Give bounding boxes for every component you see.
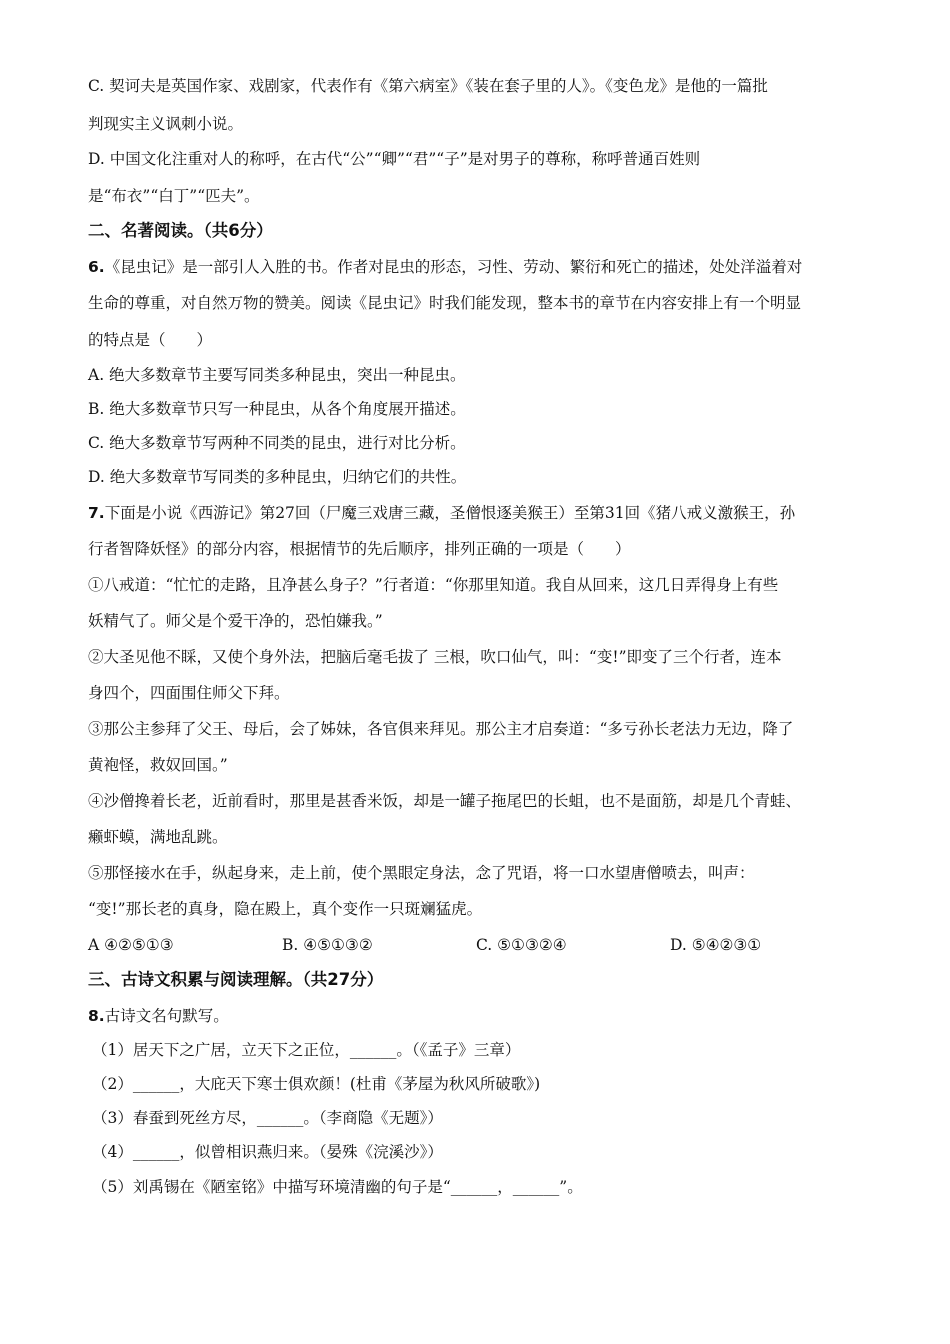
q7-passage1-line1: ①八戒道：“忙忙的走路，且净甚么身子？”行者道：“你那里知道。我自从回来，这几日弄得身上有些 bbox=[88, 576, 779, 594]
q6-stem-line3: 的特点是（ ） bbox=[88, 331, 213, 349]
q7-number: 7. bbox=[88, 504, 105, 522]
q6-stem-text: 《昆虫记》是一部引人入胜的书。作者对昆虫的形态，习性、劳动、繁衍和死亡的描述，处处洋溢着对 bbox=[104, 258, 803, 276]
q8-item-3: （3）春蚕到死丝方尽，______。（李商隐《无题》） bbox=[92, 1109, 443, 1127]
q7-passage2-line1: ②大圣见他不睬，又使个身外法，把脑后毫毛拔了 三根，吹口仙气，叫：“变!”即变了三个行者，连本 bbox=[88, 648, 782, 666]
q6-number: 6. bbox=[88, 258, 105, 276]
q7-stem-line2: 行者智降妖怪》的部分内容，根据情节的先后顺序，排列正确的一项是（ ） bbox=[88, 540, 631, 558]
q8-title-line bbox=[88, 1005, 229, 1027]
q6-option-b: B. 绝大多数章节只写一种昆虫，从各个角度展开描述。 bbox=[88, 400, 466, 418]
q8-item-2: （2）______，大庇天下寒士俱欢颜！(杜甫《茅屋为秋风所破歌》) bbox=[92, 1075, 541, 1093]
q8-title: 古诗文名句默写。 bbox=[104, 1007, 229, 1025]
q8-item-4: （4）______，似曾相识燕归来。（晏殊《浣溪沙》） bbox=[92, 1143, 443, 1161]
q7-passage3-line2: 黄袍怪，救奴回国。” bbox=[88, 756, 228, 774]
q7-passage5-line1: ⑤那怪接水在手，纵起身来，走上前，使个黑眼定身法，念了咒语，将一口水望唐僧喷去，叫声： bbox=[88, 864, 755, 882]
q7-stem-line1 bbox=[88, 502, 795, 524]
q8-item-1: （1）居天下之广居，立天下之正位，______。（《孟子》三章） bbox=[92, 1041, 521, 1059]
q6-option-a: A. 绝大多数章节主要写同类多种昆虫，突出一种昆虫。 bbox=[88, 366, 466, 384]
q6-stem-line2: 生命的尊重，对自然万物的赞美。阅读《昆虫记》时我们能发现，整本书的章节在内容安排上有一个明显 bbox=[88, 294, 802, 312]
q7-passage4-line2: 癞虾蟆，满地乱跳。 bbox=[88, 828, 228, 846]
q7-passage3-line1: ③那公主参拜了父王、母后，会了姊妹，各官俱来拜见。那公主才启奏道：“多亏孙长老法力无边，降了 bbox=[88, 720, 794, 738]
q8-number: 8. bbox=[88, 1007, 105, 1025]
q7-passage1-line2: 妖精气了。师父是个爱干净的，恐怕嫌我。” bbox=[88, 612, 383, 630]
q7-passage2-line2: 身四个，四面围住师父下拜。 bbox=[88, 684, 290, 702]
q7-option-d: D. ⑤④②③① bbox=[670, 936, 762, 954]
section-2-heading: 二、名著阅读。（共6分） bbox=[88, 221, 273, 240]
q6-option-c: C. 绝大多数章节写两种不同类的昆虫，进行对比分析。 bbox=[88, 434, 466, 452]
section-3-heading: 三、古诗文积累与阅读理解。（共27分） bbox=[88, 970, 384, 989]
q7-passage4-line1: ④沙僧搀着长老，近前看时，那里是甚香米饭，却是一罐子拖尾巴的长蛆，也不是面筋，却是几个青蛙、 bbox=[88, 792, 802, 810]
q5-option-d-line1: D. 中国文化注重对人的称呼，在古代“公”“卿”“君”“子”是对男子的尊称，称呼普通百姓则 bbox=[88, 150, 701, 168]
q5-option-c-line1: C. 契诃夫是英国作家、戏剧家，代表作有《第六病室》《装在套子里的人》。《变色龙》是他的一篇批 bbox=[88, 77, 768, 95]
q7-passage5-line2: “变!”那长老的真身，隐在殿上，真个变作一只斑斓猛虎。 bbox=[88, 900, 483, 918]
q5-option-c-line2: 判现实主义讽刺小说。 bbox=[88, 115, 244, 133]
q8-item-5: （5）刘禹锡在《陋室铭》中描写环境清幽的句子是“______，______”。 bbox=[92, 1178, 583, 1196]
q6-option-d: D. 绝大多数章节写同类的多种昆虫，归纳它们的共性。 bbox=[88, 468, 467, 486]
q7-option-a: A ④②⑤①③ bbox=[88, 936, 174, 954]
q6-stem-line1 bbox=[88, 256, 802, 278]
q7-option-b: B. ④⑤①③② bbox=[282, 936, 373, 954]
q5-option-d-line2: 是“布衣”“白丁”“匹夫”。 bbox=[88, 187, 260, 205]
q7-option-c: C. ⑤①③②④ bbox=[476, 936, 567, 954]
q7-stem-text: 下面是小说《西游记》第27回（尸魔三戏唐三藏，圣僧恨逐美猴王）至第31回《猪八戒义激猴王，孙 bbox=[104, 504, 796, 522]
